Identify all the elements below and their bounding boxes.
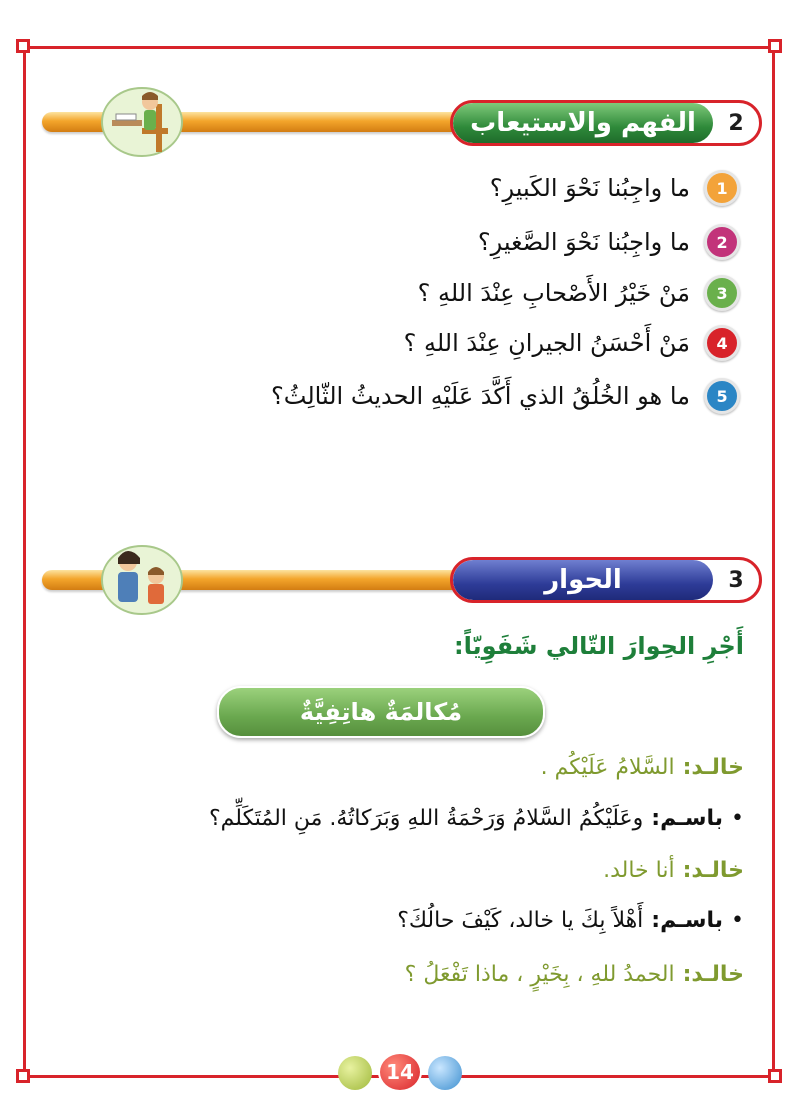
section-number: 3 [728,567,744,593]
question-item [490,170,740,206]
question-number-badge: 1 [704,170,740,206]
section-title: الفهم والاستيعاب [453,103,713,143]
decorative-ball-icon [338,1056,372,1090]
speaker-name: خالـد: [682,755,744,780]
question-text: ما واجِبُنا نَحْوَ الصَّغيرِ؟ [477,228,690,256]
dialogue-text: الحمدُ للهِ ، بِخَيْرٍ ، ماذا تَفْعَلُ ؟ [404,962,675,987]
dialogue-subtitle-pill [217,686,545,738]
question-number-badge: 2 [704,224,740,260]
section-2-header [450,100,762,146]
question-text: مَنْ خَيْرُ الأَصْحابِ عِنْدَ اللهِ ؟ [417,279,690,307]
girl-studying-illustration [98,82,186,158]
page-number: 14 [378,1052,422,1092]
speaker-name: خالـد: [682,962,744,987]
question-item [404,325,740,361]
frame-corner-ornament [768,39,782,53]
dialogue-line [405,962,744,987]
question-number-badge: 4 [704,325,740,361]
question-text: ما هو الخُلُقُ الذي أَكَّدَ عَلَيْهِ الحديثُ الثّالِثُ؟ [271,382,690,410]
section-3-header [450,557,762,603]
question-item [271,378,740,414]
dialogue-text: أنا خالد. [603,858,675,883]
section-number: 2 [728,110,744,136]
dialogue-text: وعَلَيْكُمُ السَّلامُ وَرَحْمَةُ اللهِ وَبَرَكاتُهُ. مَنِ المُتَكَلِّم؟ [208,806,644,831]
frame-corner-ornament [768,1069,782,1083]
speaker-name: باسـم: [651,806,724,831]
dialogue-text: أَهْلاً بِكَ يا خالد، كَيْفَ حالُكَ؟ [397,908,644,933]
dialogue-line [397,908,744,933]
bullet-icon: • [731,908,744,933]
question-text: مَنْ أَحْسَنُ الجيرانِ عِنْدَ اللهِ ؟ [403,329,690,357]
dialogue-line [209,806,744,831]
bullet-icon: • [731,806,744,831]
question-text: ما واجِبُنا نَحْوَ الكَبيرِ؟ [489,174,690,202]
question-number-badge: 3 [704,275,740,311]
dialogue-line [541,755,744,780]
dialogue-line [603,858,744,883]
decorative-ball-icon [428,1056,462,1090]
speaker-name: باسـم: [651,908,724,933]
question-number-badge: 5 [704,378,740,414]
page-number-ornament [338,1052,462,1092]
section-title: الحوار [453,560,713,600]
frame-corner-ornament [16,39,30,53]
speaker-name: خالـد: [682,858,744,883]
dialogue-subtitle: مُكالمَةٌ هاتِفِيَّةٌ [299,698,463,726]
dialogue-instruction: أَجْرِ الحِوارَ التّالي شَفَوِيّاً: [453,632,744,660]
frame-corner-ornament [16,1069,30,1083]
woman-and-child-illustration [98,540,186,616]
question-item [418,275,740,311]
question-item [478,224,740,260]
dialogue-text: السَّلامُ عَلَيْكُم . [540,755,675,780]
